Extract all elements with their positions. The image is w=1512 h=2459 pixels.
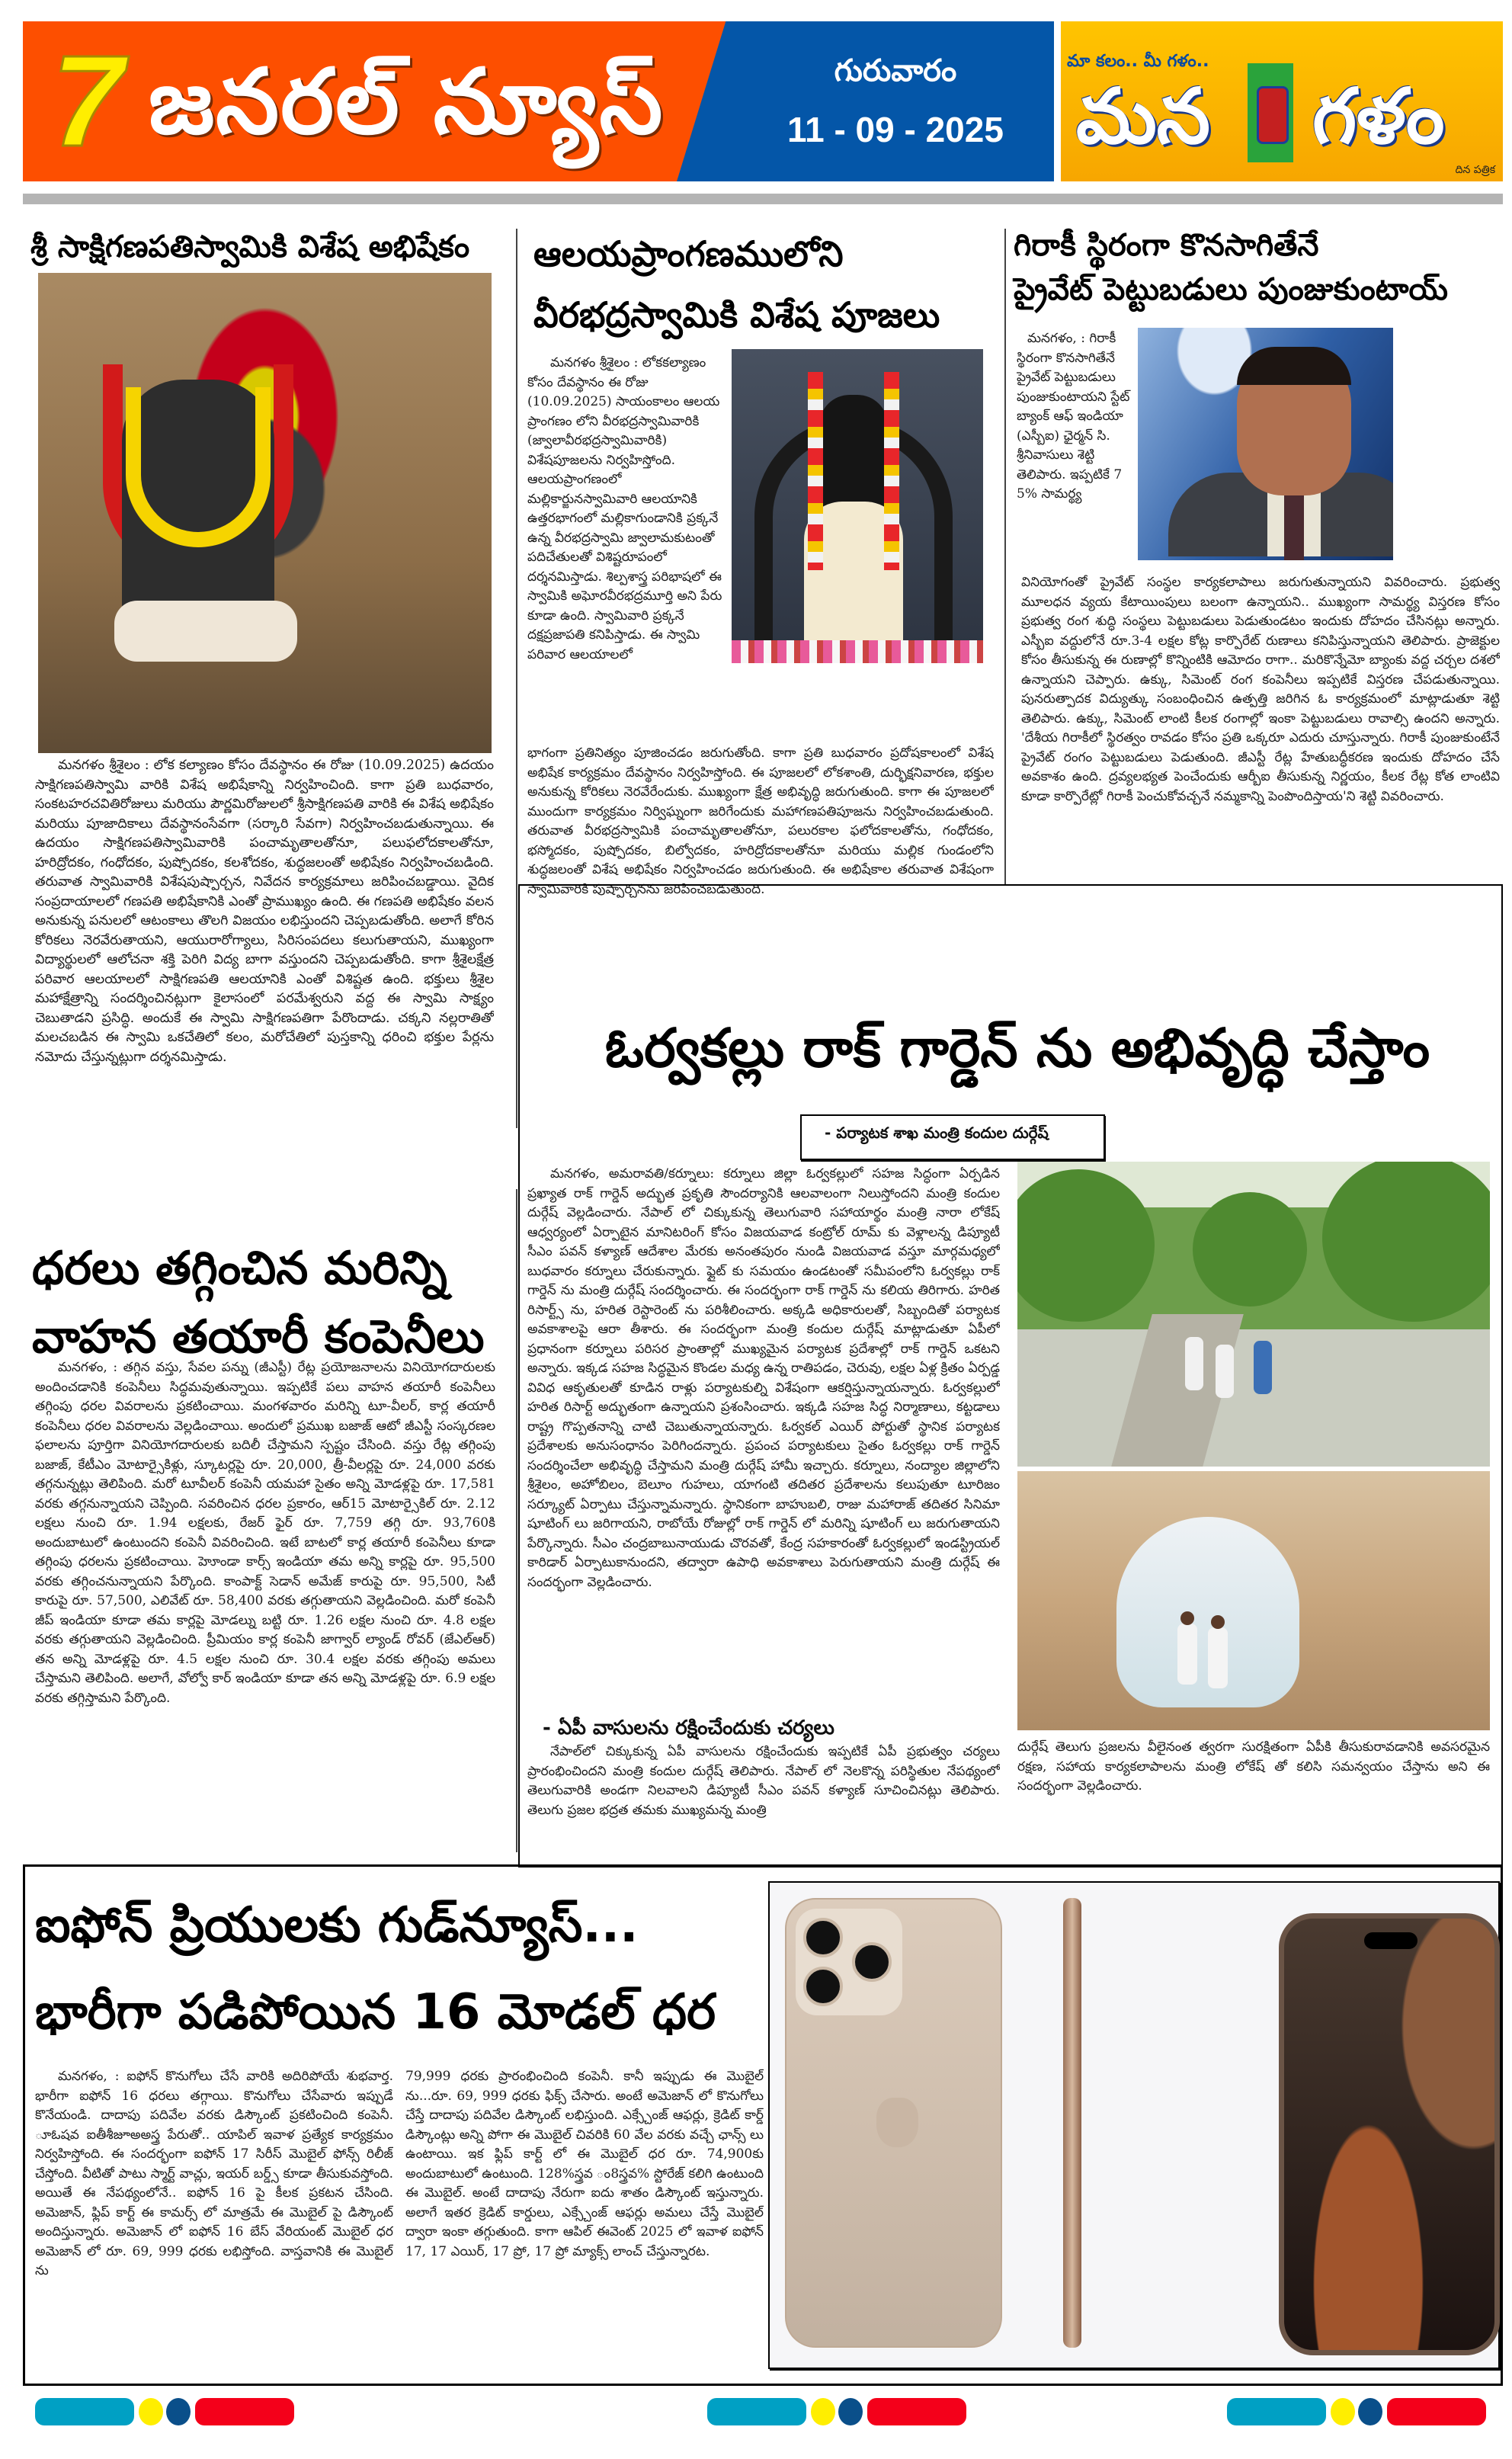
masthead-blue-panel <box>677 21 1054 181</box>
headline-iphone-line1: ఐఫోన్ ప్రియులకు గుడ్‌న్యూస్... <box>35 1897 639 1954</box>
veerabhadra-idol-photo <box>732 349 983 663</box>
logo-subtitle: దిన పత్రిక <box>1455 164 1495 176</box>
headline-veerabhadra-line1: ఆలయప్రాంగణములోని <box>533 233 844 274</box>
article-body-veerabhadra: మనగళం శ్రీశైలం : లోకకల్యాణం కోసం దేవస్థానం ఈ రోజు (10.09.2025) సాయంకాలం ఆలయ ప్రాంగణం లోని వీరభద్రస్వామివారికి (జ్వాలావీరభద్రస్వామివారికి) విశేషపూజలను నిర్వహిస్తోంది. ఆలయప్రాంగణంలో మల్లికార్జునస్వామివారి ఆలయానికి ఉత్తరభాగంలో మల్లికాగుండానికి ప్రక్కనే ఉన్న వీరభద్రస్వామి జ్వాలామకుటంతో పదిచేతులతో విశిష్టరూపంలో దర్శనమిస్తాడు. శిల్పశాస్త్ర పరిభాషలో ఈ స్వామికి అఘోరవీరభద్రమూర్తి అని పేరు కూడా ఉంది. స్వామివారి ప్రక్కనే దక్షప్రజాపతి కనిపిస్తాడు. ఈ స్వామి పరివార ఆలయాలలో <box>527 355 722 662</box>
iphone-16-photo <box>768 1881 1500 2369</box>
article-body-rock-garden-3: దుర్గేష్ తెలుగు ప్రజలను వీలైనంత త్వరగా సురక్షితంగా ఏపీకి తీసుకురావడానికి అవసరమైన రక్షణ, సహాయ కార్యకలాపాలను మంత్రి లోకేష్ తో కలిసి సమన్వయం చేస్తాను అని ఈ సందర్భంగా వెల్లడించారు. <box>1017 1739 1490 1794</box>
phone-side-view <box>1063 1898 1081 2348</box>
headline-vehicles-line2: వాహన తయారీ కంపెనీలు <box>32 1310 485 1364</box>
logo-text-right: గళం <box>1312 72 1445 161</box>
column-divider <box>516 229 517 1128</box>
headline-vehicles-line1: ధరలు తగ్గించిన మరిన్ని <box>32 1242 447 1295</box>
article-body-rock-garden-2: నేపాల్‌లో చిక్కుకున్న ఏపీ వాసులను రక్షించేందుకు ఇప్పటికే ఏపీ ప్రభుత్వం చర్యలు ప్రారంభించిందని మంత్రి కందుల దుర్గేష్ తెలిపారు. నేపాల్ లో నెలకొన్న పరిస్థితుల నేపథ్యంలో తెలుగువారికి అండగా నిలవాలని డిప్యూటీ సీఎం పవన్ కళ్యాణ్ సూచించినట్లు తెలిపారు. తెలుగు ప్రజల భద్రత తమకు ముఖ్యమన్న మంత్రి <box>527 1744 1000 1818</box>
sbi-chairman-photo <box>1138 328 1393 560</box>
masthead-date: 11 - 09 - 2025 <box>787 110 1004 149</box>
article-body-vehicles: మనగళం, : తగ్గిన వస్తు, సేవల పన్ను (జీఎస్టీ) రేట్ల ప్రయోజనాలను వినియోగదారులకు అందించడానికి కంపెనీలు సిద్ధమవుతున్నాయి. ఇప్పటికే పలు వాహన తయారీ కంపెనీలు తగ్గింపు ధరల వివరాలను ప్రకటించాయి. మంగళవారం మరిన్ని టూ-వీలర్, కార్ల తయారీ కంపెనీలు ధరల వివరాలను వెల్లడించాయి. అందులో ప్రముఖ బజాజ్ ఆటో జీఎస్టీ సంస్కరణల ఫలాలను పూర్తిగా వినియోగదారులకు బదిలీ చేస్తామని స్పష్టం చేసింది. వస్తు రేట్ల తగ్గింపు బజాజ్, కేటీఎం మోటార్సైకిళ్లు, స్కూటర్లపై రూ. 20,000, త్రీ-వీలర్లపై రూ. 24,000 వరకు తగ్గనున్నట్లు తెలిపింది. మరో టూవీలర్ కంపెనీ యమహా సైతం అన్ని మోడళ్లపై రూ. 17,581 వరకు తగ్గనున్నాయని చెప్పింది. సవరించిన ధరల ప్రకారం, ఆర్15 మోటార్సైకిల్ రూ. 2.12 లక్షలు నుంచి రూ. 1.94 లక్షలకు, రేజర్ ఫైర్ రూ. 7,759 తగ్గి రూ. 93,760కి అందుబాటులో ఉంటుందని కంపెనీ వివరించింది. ఇటే బాటలో కార్ల తయారీ కంపెనీలు కూడా తగ్గింపు ధరలను ప్రకటించాయి. హెూండా కార్స్ ఇండియా తమ అన్ని కార్లపై రూ. 95,500 వరకు తగ్గించనున్నాయని పేర్కొంది. కాంపాక్ట్ సెడాన్ అమేజ్ కారుపై రూ. 95,500, సిటీ కారుపై రూ. 57,500, ఎలివేట్ రూ. 58,400 వరకు తగ్గుతాయని వెల్లడించింది. మరో కంపెనీ జీప్ ఇండియా కూడా తమ కార్లపై మోడల్ను బట్టి రూ. 1.26 లక్షల నుంచి రూ. 4.8 లక్షల వరకు తగ్గుతాయని వెల్లడించింది. ప్రీమియం కార్ల కంపెనీ జాగ్వార్ ల్యాండ్ రోవర్ (జేఎల్ఆర్) తన అన్ని మోడళ్లపై రూ. 4.5 లక్షల నుంచి రూ. 30.4 లక్షల వరకు తగ్గింపు అమలు చేస్తామని తెలిపింది. అలాగే, వోల్వో కార్ ఇండియా కూడా తన అన్ని మోడళ్లపై రూ. 6.9 లక్షల వరకు తగ్గిస్తామని పేర్కొంది. <box>35 1360 495 1706</box>
article-body-sbi: మనగళం, : గిరాకీ స్థిరంగా కొనసాగితేనే ప్రైవేట్ పెట్టుబడులు పుంజుకుంటాయని స్టేట్ బ్యాంక్ ఆఫ్ ఇండియా (ఎస్బీఐ) ఛైర్మన్ సి.శ్రీనివాసులు శెట్టి తెలిపారు. ఇప్పటికే 75% సామర్థ్య <box>1017 331 1130 502</box>
article-body-veerabhadra-cont: భాగంగా ప్రతినిత్యం పూజించడం జరుగుతోంది. కాగా ప్రతి బుధవారం ప్రదోషకాలంలో విశేష అభిషేక కార్యక్రమం దేవస్థానం నిర్వహిస్తోంది. ఈ పూజలలో లోకశాంతి, దుర్భిక్షనివారణ, భక్తుల అనుకున్న కోరికలు నెరవేరేందుకు. ముఖ్యంగా క్షేత్ర అభివృద్ధి జరుగుతుంది. కాగా ఈ పూజలలో ముందుగా కార్యక్రమం నిర్విఘ్నంగా జరిగేందుకు మహాగణపతిపూజను నిర్వహించబడుతుంది. తరువాత వీరభద్రస్వామికి పంచామృతాలతోనూ, పలురకాల ఫలోదకాలతోను, గంధోదకం, భస్మోదకం, పుష్పోదకం, బిల్వోదకం, హరిద్రోదకాలతోనూ మరియు మల్లిక గుండంలోని శుద్ధజలంతో విశేష అభిషేకం నిర్వహించడం జరుగుతుంది. ఈ అభిషేకాల తరువాత విశేషంగా స్వామివారికి పుష్పార్చనను జరిపించబడుతుంది. <box>527 745 994 897</box>
masthead-divider <box>23 194 1503 204</box>
phone-front-view <box>1279 1913 1500 2355</box>
ganesha-idol-photo <box>38 273 492 753</box>
headline-rock-garden: ఓర్వకల్లు రాక్ గార్డెన్ ను అభివృద్ధి చేస్తాం <box>604 1017 1430 1079</box>
logo-tagline: మా కలం.. మీ గళం.. <box>1067 52 1209 71</box>
rock-garden-photo-2 <box>1017 1471 1490 1730</box>
article-body-sbi-cont: వినియోగంతో ప్రైవేట్ సంస్థల కార్యకలాపాలు జరుగుతున్నాయని వివరించారు. ప్రభుత్వ మూలధన వ్యయ కేటాయింపులు బలంగా ఉన్నాయని.. ముఖ్యంగా సామర్థ్య విస్తరణ కోసం ప్రభుత్వ రంగ శుద్ధి సంస్థలు పెట్టుబడులు పెడుతుండటం ఇందుకు దోహదం చేసినట్లు అన్నారు. ఎస్బీఐ వద్దులోనే రూ.3-4 లక్షల కోట్ల కార్పొరేట్ రుణాలు కనిపిస్తున్నాయని తెలిపారు. ప్రాజెక్టుల కోసం తీసుకున్న ఈ రుణాల్లో కొన్నింటికి ఆమోదం రాగా.. మరికొన్నేమో బ్యాంకు వద్ద చర్చల దశలో ఉన్నాయని చెప్పారు. ఉక్కు, సిమెంట్ రంగ కంపెనీలు ఇప్పటికే విస్తరణ చేపడుతున్నాయి. పునరుత్పాదక విద్యుత్కు సంబంధించిన ఉత్పత్తి జరిగిన ఓ కార్యక్రమంలో మాట్లాడుతూ శెట్టి తెలిపారు. ఉక్కు, సిమెంట్ లాంటి కీలక రంగాల్లో ఇంకా పెట్టుబడులు రావాల్సి ఉందని అన్నారు. 'దేశీయ గిరాకీలో స్థిరత్వం రావడం కోసం ప్రతి ఒక్కరూ ఎదురు చూస్తున్నారు. గిరాకీ పుంజుకుంటేనే ప్రైవేట్ రంగం పెట్టుబడులు పెడుతుంది. జీఎస్టీ రేట్ల హేతుబద్ధీకరణ ఇందుకు దోహదం చేసే అవకాశం ఉంది. ద్రవ్యలభ్యత పెంచేందుకు ఆర్బీఐ తీసుకున్న నిర్ణయం, కీలక రేట్ల కోత లాంటివి కూడా కార్పొరేట్లో గిరాకీ పెంచుకోవచ్చనే నమ్మకాన్ని పెంపొందిస్తాయ'ని శెట్టి వివరించారు. <box>1021 575 1500 804</box>
column-divider <box>516 1189 517 1852</box>
newspaper-logo <box>1061 21 1503 181</box>
article-body-ganesha: మనగళం శ్రీశైలం : లోక కల్యాణం కోసం దేవస్థానం ఈ రోజు (10.09.2025) ఉదయం సాక్షిగణపతిస్వామి వారికి విశేష అభిషేకాన్ని నిర్వహించింది. కాగా ప్రతి బుధవారం, సంకటహరచవితిరోజులు మరియు పౌర్ణమిరోజులలో శ్రీసాక్షిగణపతి వారికి ఈ విశేష అభిషేకం మరియు పూజాదికాలు దేవస్థానంసేవగా (సర్కారి సేవగా) నిర్వహించబడుతున్నాయి. ఈ ఉదయం సాక్షిగణపతిస్వామివారికి పంచామృతాలతోనూ, పలుఫలోదకాలతోనూ, హరిద్రోదకం, గంధోదకం, పుష్పోదకం, కలశోదకం, శుద్ధజలంతో అభిషేకం నిర్వహించబడింది. తరువాత స్వామివారికి విశేషపుష్పార్చన, నివేదన కార్యక్రమాలు జరిపించబడ్డాయి. వైదిక సంప్రదాయాలలో గణపతి అభిషేకానికి ఎంతో ప్రాముఖ్యం ఉంది. ఈ గణపతి అభిషేకం వలన అనుకున్న పనులలో ఆటంకాలు తొలగి విజయం లభిస్తుందని చెప్పబడుతోంది. అలాగే కోరిన కోరికలు నెరవేరుతాయని, ఆయురారోగ్యాలు, సిరిసంపదలు కలుగుతాయని, ముఖ్యంగా విద్యార్థులలో ఆలోచనా శక్తి పెరిగి విద్య బాగా వస్తుందని చెప్పబడుతోంది. కాగా శ్రీశైలక్షేత్ర పరివార ఆలయాలలో సాక్షిగణపతి ఆలయానికి ఎంతో విశిష్టత ఉంది. భక్తులు శ్రీశైల మహాక్షేత్రాన్ని సందర్శించినట్లుగా కైలాసంలో పరమేశ్వరుని వద్ద ఈ స్వామి సాక్ష్యం చెబుతాడని ప్రసిద్ధి. అందుకే ఈ స్వామి సాక్షిగణపతిగా పేరొందాడు. చక్కని నల్లరాతితో మలచబడిన ఈ స్వామి ఒకచేతిలో కలం, మరోచేతిలో పుస్తకాన్ని ధరించి భక్తుల పేర్లను నమోదు చేస్తున్నట్లుగా దర్శనమిస్తాడు. <box>35 758 494 1065</box>
logo-text-left: మన <box>1076 72 1210 161</box>
headline-sbi-line1: గిరాకీ స్థిరంగా కొనసాగితేనే <box>1014 228 1319 263</box>
subhead-rock-garden: - ఏపీ వాసులను రక్షించేందుకు చర్యలు <box>543 1717 834 1739</box>
article-body-iphone-col1: మనగళం, : ఐఫోన్ కొనుగోలు చేసే వారికి అదిరిపోయే శుభవార్త. భారీగా ఐఫోన్ 16 ధరలు తగ్గాయి. కొనుగోలు చేసేవారు ఇప్పుడే కొనేయండి. దాదాపు పదివేల వరకు డిస్కౌంట్ ప్రకటించింది కంపెనీ. ూఓషవ ఐతీశీజూఅఅస్త్ర పేరుతో.. యాపిల్ ఇవాళ ప్రత్యేక కార్యక్రమం నిర్వహిస్తోంది. ఈ సందర్భంగా ఐఫోన్ 17 సిరీస్ మొబైల్ ఫోన్స్ రిలీజ్ చేస్తోంది. వీటితో పాటు స్మార్ట్ వాచ్లు, ఇయర్ బర్డ్స్ కూడా తీసుకువస్తోంది. అయితే ఈ నేపథ్యంలోనే.. ఐఫోన్ 16 పై కీలక ప్రకటన చేసింది. అమెజాన్, ఫ్లిప్ కార్ట్ ఈ కామర్స్ లో మాత్రమే ఈ మొబైల్ పై డిస్కౌంట్ అందిస్తున్నారు. అమెజాన్ లో ఐఫోన్ 16 బేస్ వేరియంట్ మొబైల్ ధర అమెజాన్ లో రూ. 69, 999 ధరకు లభిస్తోంది. వాస్తవానికి ఈ మొబైల్ ను <box>35 2069 393 2278</box>
masthead <box>23 21 1503 181</box>
article-body-iphone-col2: 79,999 ధరకు ప్రారంభించింది కంపెనీ. కానీ ఇప్పుడు ఈ మొబైల్ ను...రూ. 69, 999 ధరకు ఫిక్స్ చేసారు. అంటే అమెజాన్ లో కొనుగోలు చేస్తే దాదాపు పదివేల డిస్కౌంట్ లభిస్తుంది. ఎక్స్చేంజ్ ఆఫర్లు, క్రెడిట్ కార్డ్ డిస్కౌంట్లు అన్ని పోగా ఈ మొబైల్ చివరికి 60 వేల వరకు వచ్చే ఛాన్స్ లు ఉంటాయి. ఇక ఫ్లిప్ కార్ట్ లో ఈ మొబైల్ ధర రూ. 74,900కు అందుబాటులో ఉంటుంది. 128%స్త్రవ ం8స్త్రవ% స్టోరేజ్ కలిగి ఉంటుంది ఈ మొబైల్. అంటే దాదాపు నేరుగా ఐదు శాతం డిస్కౌంట్ ఇస్తున్నారు. అలాగే ఇతర క్రెడిట్ కార్డులు, ఎక్స్చేంజ్ ఆఫర్లు అమలు చేస్తే మొబైల్ ద్వారా ఇంకా తగ్గుతుంది. కాగా ఆపిల్ ఈవెంట్ 2025 లో ఇవాళ ఐఫోన్ 17, 17 ఎయిర్, 17 ప్రో, 17 ప్రో మ్యాక్స్ లాంచ్ చేస్తున్నారట. <box>405 2069 764 2259</box>
headline-veerabhadra-line2: వీరభద్రస్వామికి విశేష పూజలు <box>533 294 940 335</box>
phone-back-view <box>785 1898 1002 2348</box>
headline-sbi-line2: ప్రైవేట్ పెట్టుబడులు పుంజుకుంటాయ్ <box>1014 272 1448 307</box>
page-number: 7 <box>52 29 124 174</box>
apple-logo-icon <box>876 2098 918 2147</box>
article-body-rock-garden: మనగళం, అమరావతి/కర్నూలు: కర్నూలు జిల్లా ఓర్వకల్లులో సహజ సిద్ధంగా ఏర్పడిన ప్రఖ్యాత రాక్ గార్డెన్ అద్భుత ప్రకృతి సౌందర్యానికి ఆలవాలంగా నిలుస్తోందని మంత్రి కందుల దుర్గేష్ వెల్లడించారు. నేపాల్ లో చిక్కుకున్న తెలుగువారి సహాయార్థం మంత్రి నారా లోకేష్ ఆధ్వర్యంలో ఏర్పాటైన మానిటరింగ్ కోసం విజయవాడ కంట్రోల్ రూమ్ కు వెళ్లాలన్న డిప్యూటీ సీఎం పవన్ కళ్యాణ్ ఆదేశాల మేరకు అనంతపురం నుండి విజయవాడ వస్తూ మార్గమధ్యలో బుధవారం కర్నూలు చేరుకున్నారు. ఫ్లైట్ కు సమయం ఉండటంతో సమీపంలోని ఓర్వకల్లు రాక్ గార్డెన్ ను మంత్రి దుర్గేష్ సందర్శించారు. ఈ సందర్భంగా రాక్ గార్డెన్ ను కలియ తిరిగారు. హరిత రిసార్ట్స్ ను, హరిత రెస్టారెంట్ ను పరిశీలించారు. అక్కడి అధికారులతో, సిబ్బందితో పర్యాటక అవకాశాలపై ఆరా తీశారు. ఈ సందర్భంగా మంత్రి కందుల దుర్గేష్ మాట్లాడుతూ ఏపీలో ప్రధానంగా కర్నూలు పరిసర ప్రాంతాల్లో ముఖ్యమైన పర్యాటక ప్రదేశాల్లో రాక్ గార్డెన్ ఒకటని అన్నారు. ఇక్కడ సహజ సిద్ధమైన కొండల మధ్య ఉన్న రాతిపడం, చెరువు, లక్షల ఏళ్ల క్రితం ఏర్పడ్డ వివిధ ఆకృతులతో కూడిన రాళ్లు పర్యాటకుల్ని విశేషంగా ఆకర్షిస్తున్నాయన్నారు. ఓర్వకల్లులో హరిత రిసార్ట్ అద్భుతంగా ఉన్నాయని ప్రశంసించారు. ఇక్కడి సహజ సిద్ధ నిర్మాణాలు, కట్టడాలు రాష్ట్ర గొప్పతనాన్ని చాటి చెబుతున్నాయన్నారు. ఓర్వకల్ ఎయిర్ పోర్టుతో స్థానిక పర్యాటక ప్రదేశాలకు అనుసంధానం పెరిగిందన్నారు. ప్రపంచ పర్యాటకులు సైతం ఓర్వకల్లు రాక్ గార్డెన్ సందర్శించేలా అభివృద్ధి చేస్తామని మంత్రి దుర్గేష్ హామీ ఇచ్చారు. కర్నూలు, నంద్యాల జిల్లాలోని శ్రీశైలం, అహోబిలం, బెలూం గుహలు, యాగంటి తదితర ప్రదేశాలను కలుపుతూ టూరిజం సర్క్యూట్ ఏర్పాటు చేస్తున్నామన్నారు. స్థానికంగా బాహుబలి, రాజు మహారాజ్ తదితర సినిమా షూటింగ్ లు జరిగాయని, రాబోయే రోజుల్లో రాక్ గార్డెన్ లో మరిన్ని షూటింగ్ లు జరుగుతాయని పేర్కొన్నారు. సీఎం చంద్రబాబునాయుడు చొరవతో, కేంద్ర సహకారంతో ఓర్వకల్లులో ఇండస్ట్రియల్ కారిడార్ ఏర్పాటుకానుందని, తద్వారా ఉపాధి అవకాశాలు పెరుగుతాయని మంత్రి దుర్గేష్ ఈ సందర్భంగా వెల్లడించారు. <box>527 1166 1000 1590</box>
headline-iphone-line2: భారీగా పడిపోయిన 16 మోడల్ ధర <box>35 1984 716 2041</box>
headline-ganesha: శ్రీ సాక్షిగణపతిస్వామికి విశేష అభిషేకం <box>30 229 470 264</box>
section-title: జనరల్ న్యూస్ <box>149 49 665 154</box>
masthead-day: గురువారం <box>834 53 957 88</box>
byline-rock-garden: - పర్యాటక శాఖ మంత్రి కందుల దుర్గేష్ <box>800 1114 1105 1160</box>
raised-fist-icon <box>1248 63 1293 162</box>
rock-garden-photo-1 <box>1017 1162 1490 1467</box>
